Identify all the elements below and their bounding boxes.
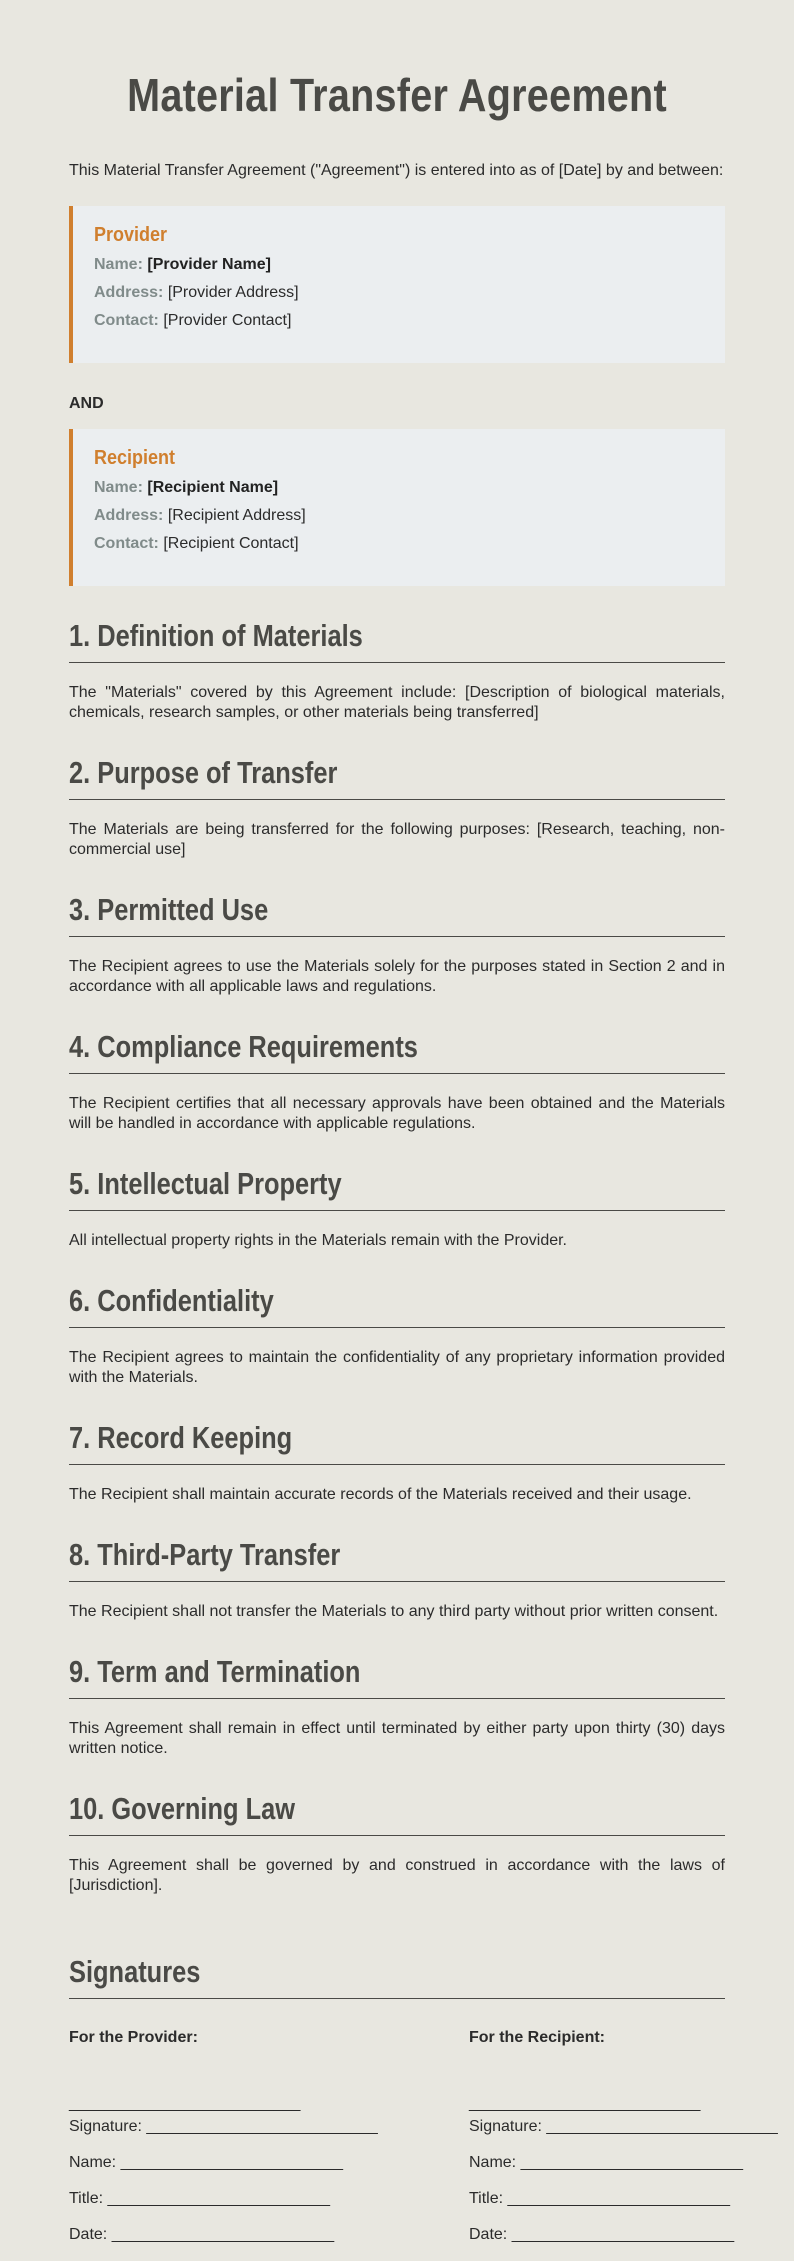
provider-name-label: Name: <box>94 256 143 273</box>
provider-name-field[interactable]: Name: _________________________ <box>69 2154 344 2171</box>
provider-address-value: [Provider Address] <box>167 284 299 301</box>
recipient-signature-block <box>469 2029 778 2261</box>
section-title: 2. Purpose of Transfer <box>69 755 338 790</box>
section-5 <box>69 1166 725 1251</box>
recipient-name-value: [Recipient Name] <box>147 479 279 496</box>
signatures-title: Signatures <box>69 1954 201 1989</box>
recipient-box <box>69 429 725 586</box>
section-6 <box>69 1283 725 1388</box>
section-body: The Recipient certifies that all necessary approvals have been obtained and the Materials will be handled in accordance with applicable regulations. <box>69 1095 725 1132</box>
section-4 <box>69 1029 725 1134</box>
recipient-date-field[interactable]: Date: _________________________ <box>469 2226 735 2243</box>
section-title: 6. Confidentiality <box>69 1283 274 1318</box>
provider-date-field[interactable]: Date: _________________________ <box>69 2226 335 2243</box>
provider-title-field[interactable]: Title: _________________________ <box>69 2190 330 2207</box>
section-1 <box>69 618 725 723</box>
section-title: 9. Term and Termination <box>69 1654 361 1689</box>
and-separator: AND <box>69 395 104 412</box>
section-title: 4. Compliance Requirements <box>69 1029 418 1064</box>
recipient-name-line <box>94 478 704 498</box>
provider-signature-block <box>69 2029 378 2261</box>
section-title: 1. Definition of Materials <box>69 618 363 653</box>
document-page <box>69 0 778 2261</box>
recipient-contact-value: [Recipient Contact] <box>163 535 299 552</box>
recipient-signature-heading: For the Recipient: <box>469 2029 606 2046</box>
section-body: The Recipient agrees to use the Materials solely for the purposes stated in Section 2 and in accordance with all applicable laws and regulations. <box>69 958 725 995</box>
document-title: Material Transfer Agreement <box>127 69 667 121</box>
section-body: This Agreement shall be governed by and construed in accordance with the laws of [Jurisdiction]. <box>69 1857 725 1894</box>
section-body: The Recipient shall maintain accurate records of the Materials received and their usage. <box>69 1486 692 1503</box>
recipient-heading: Recipient <box>94 447 176 469</box>
section-10 <box>69 1791 725 1896</box>
recipient-address-label: Address: <box>94 507 164 524</box>
provider-address-line <box>94 283 704 303</box>
recipient-address-value: [Recipient Address] <box>167 507 306 524</box>
recipient-signature-field[interactable]: Signature: __________________________ <box>469 2118 778 2135</box>
recipient-name-field[interactable]: Name: _________________________ <box>469 2154 744 2171</box>
provider-signature-blank[interactable]: __________________________ <box>69 2095 301 2112</box>
signatures-section <box>69 1954 778 2261</box>
section-title: 7. Record Keeping <box>69 1420 293 1455</box>
provider-heading: Provider <box>94 224 168 246</box>
section-8 <box>69 1537 725 1622</box>
provider-contact-label: Contact: <box>94 312 159 329</box>
provider-signature-field[interactable]: Signature: __________________________ <box>69 2118 378 2135</box>
section-2 <box>69 755 725 860</box>
recipient-address-line <box>94 506 704 526</box>
section-9 <box>69 1654 725 1759</box>
recipient-signature-blank[interactable]: __________________________ <box>469 2095 701 2112</box>
provider-name-value: [Provider Name] <box>147 256 271 273</box>
section-title: 5. Intellectual Property <box>69 1166 342 1201</box>
recipient-contact-label: Contact: <box>94 535 159 552</box>
recipient-name-label: Name: <box>94 479 143 496</box>
intro-paragraph: This Material Transfer Agreement ("Agreement") is entered into as of [Date] by and between: <box>69 162 724 179</box>
provider-box <box>69 206 725 363</box>
provider-name-line <box>94 255 704 275</box>
section-body: The Materials are being transferred for the following purposes: [Research, teaching, non-commercial use] <box>69 821 725 858</box>
provider-address-label: Address: <box>94 284 164 301</box>
section-body: All intellectual property rights in the Materials remain with the Provider. <box>69 1232 567 1249</box>
section-title: 3. Permitted Use <box>69 892 269 927</box>
recipient-contact-line <box>94 534 704 554</box>
section-7 <box>69 1420 725 1505</box>
provider-contact-value: [Provider Contact] <box>163 312 292 329</box>
section-body: The Recipient agrees to maintain the confidentiality of any proprietary information provided with the Materials. <box>69 1349 725 1386</box>
signature-grid <box>69 2029 778 2261</box>
recipient-title-field[interactable]: Title: _________________________ <box>469 2190 730 2207</box>
section-body: The Recipient shall not transfer the Materials to any third party without prior written consent. <box>69 1603 719 1620</box>
section-title: 10. Governing Law <box>69 1791 296 1826</box>
section-body: The "Materials" covered by this Agreement include: [Description of biological materials, chemicals, research samples, or other materials being transferred] <box>69 684 725 721</box>
provider-signature-heading: For the Provider: <box>69 2029 198 2046</box>
section-title: 8. Third-Party Transfer <box>69 1537 341 1572</box>
section-body: This Agreement shall remain in effect until terminated by either party upon thirty (30) days written notice. <box>69 1720 725 1757</box>
provider-contact-line <box>94 311 704 331</box>
section-3 <box>69 892 725 997</box>
